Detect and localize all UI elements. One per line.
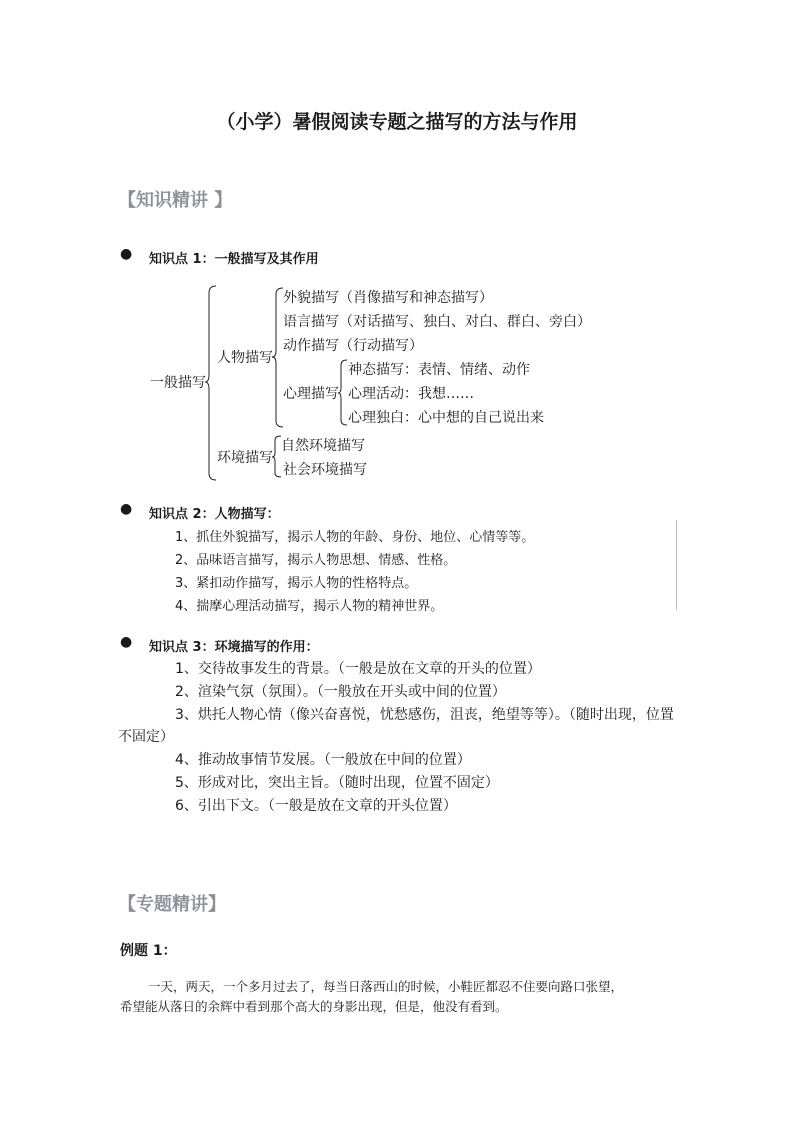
kp3-item-4: 4、推动故事情节发展。（一般放在中间的位置） [175,752,471,768]
margin-rule [676,520,677,610]
bullet-kp1: ● [120,246,133,262]
passage-line-2: 希望能从落日的余辉中看到那个高大的身影出现，但是，他没有看到。 [120,999,508,1014]
tree-env-item-2: 社会环境描写 [283,462,367,478]
bullet-kp2: ● [120,501,133,517]
kp2-item-4: 4、揣摩心理活动描写，揭示人物的精神世界。 [175,599,444,614]
psych-brace [338,359,348,427]
kp2-item-3: 3、紧扣动作描写，揭示人物的性格特点。 [175,576,418,591]
bullet-kp3: ● [120,634,133,650]
kp2-item-1: 1、抓住外貌描写，揭示人物的年龄、身份、地位、心情等等。 [175,530,535,545]
kp3-item-3: 3、烘托人物心情（像兴奋喜悦，忧愁感伤，沮丧，绝望等等）。（随时出现，位置 [175,707,674,723]
tree-person-item-2: 语言描写（对话描写、独白、对白、群白、旁白） [283,314,591,330]
tree-environment-label: 环境描写 [217,450,273,466]
page-title: （小学）暑假阅读专题之描写的方法与作用 [216,111,578,133]
kp2-heading: 知识点 2：人物描写： [149,507,280,522]
tree-root-label: 一般描写 [150,375,206,391]
section-heading-knowledge: 【知识精讲 】 [118,190,233,211]
kp3-item-5: 5、形成对比，突出主旨。（随时出现，位置不固定） [175,775,499,791]
tree-person-item-1: 外貌描写（肖像描写和神态描写） [283,290,493,306]
tree-psych-item-1: 神态描写：表情、情绪、动作 [348,362,530,378]
tree-psych-item-3: 心理独白：心中想的自己说出来 [348,410,544,426]
tree-person-item-3: 动作描写（行动描写） [283,338,423,354]
tree-psych-item-2: 心理活动：我想…… [348,386,474,402]
tree-env-item-1: 自然环境描写 [281,438,365,454]
root-brace [205,285,217,481]
kp1-heading: 知识点 1：一般描写及其作用 [149,252,319,267]
section-heading-topic: 【专题精讲】 [118,894,226,915]
tree-psych-label: 心理描写 [283,386,339,402]
kp3-item-3-wrap: 不固定） [118,729,174,745]
kp3-item-1: 1、交待故事发生的背景。（一般是放在文章的开头的位置） [175,661,541,677]
kp2-item-2: 2、品味语言描写，揭示人物思想、情感、性格。 [175,553,457,568]
tree-person-label: 人物描写 [217,350,273,366]
person-brace [272,287,284,429]
kp3-heading: 知识点 3：环境描写的作用： [149,640,319,655]
kp3-item-2: 2、渲染气氛（氛围）。（一般放在开头或中间的位置） [175,684,506,700]
kp3-item-6: 6、引出下文。（一般是放在文章的开头位置） [175,798,457,814]
example-heading: 例题 1： [120,943,177,959]
passage-line-1: 一天，两天，一个多月过去了，每当日落西山的时候，小鞋匠都忍不住要向路口张望， [148,979,624,994]
